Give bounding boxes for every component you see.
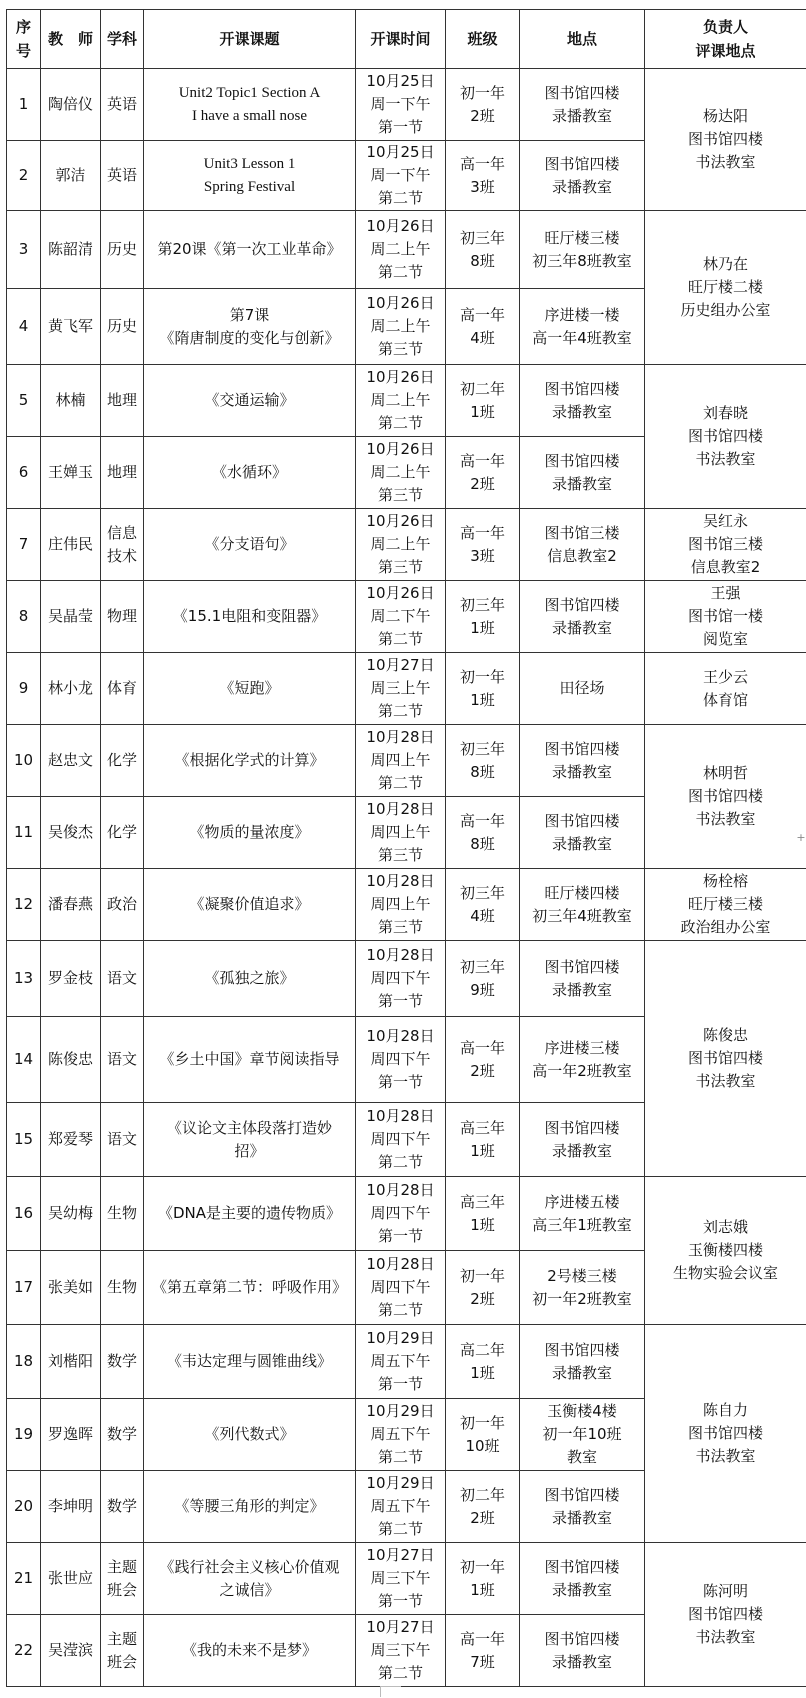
cell-time: 10月29日 周五下午 第一节	[356, 1325, 446, 1399]
cell-teacher: 李坤明	[41, 1471, 101, 1543]
cell-class: 高一年 4班	[446, 289, 520, 365]
cell-no: 16	[7, 1177, 41, 1251]
cell-subject: 历史	[101, 211, 144, 289]
cell-class: 高一年 3班	[446, 141, 520, 211]
cell-no: 21	[7, 1543, 41, 1615]
cell-topic: 第20课《第一次工业革命》	[144, 211, 356, 289]
cell-topic: 《交通运输》	[144, 365, 356, 437]
cell-subject: 信息 技术	[101, 509, 144, 581]
cell-no: 22	[7, 1615, 41, 1687]
cell-topic: 《列代数式》	[144, 1399, 356, 1471]
cell-class: 初二年 1班	[446, 365, 520, 437]
cell-subject: 数学	[101, 1325, 144, 1399]
cell-place: 序进楼一楼 高一年4班教室	[520, 289, 645, 365]
cell-topic: Unit2 Topic1 Section A I have a small nose	[144, 69, 356, 141]
cell-place: 序进楼三楼 高一年2班教室	[520, 1017, 645, 1103]
cell-no: 2	[7, 141, 41, 211]
cell-no: 7	[7, 509, 41, 581]
cell-reviewer: 陈河明 图书馆四楼 书法教室	[645, 1543, 806, 1687]
cell-class: 高三年 1班	[446, 1177, 520, 1251]
cell-reviewer: 刘春晓 图书馆四楼 书法教室	[645, 365, 806, 509]
cell-topic: 《践行社会主义核心价值观 之诚信》	[144, 1543, 356, 1615]
header-class: 班级	[446, 10, 520, 69]
cell-time: 10月29日 周五下午 第二节	[356, 1471, 446, 1543]
header-reviewer: 负责人 评课地点	[645, 10, 806, 69]
cell-teacher: 赵忠文	[41, 725, 101, 797]
cell-class: 初三年 8班	[446, 725, 520, 797]
cell-subject: 语文	[101, 1103, 144, 1177]
page-corner-mark	[380, 1686, 401, 1697]
cell-class: 初三年 4班	[446, 869, 520, 941]
cell-place: 图书馆四楼 录播教室	[520, 1543, 645, 1615]
cell-place: 图书馆四楼 录播教室	[520, 1325, 645, 1399]
header-place: 地点	[520, 10, 645, 69]
table-row	[7, 653, 806, 725]
cell-teacher: 吴滢滨	[41, 1615, 101, 1687]
schedule-table	[6, 9, 806, 1687]
cell-teacher: 郑爱琴	[41, 1103, 101, 1177]
cell-class: 初三年 8班	[446, 211, 520, 289]
cell-time: 10月28日 周四下午 第一节	[356, 1017, 446, 1103]
cell-place: 田径场	[520, 653, 645, 725]
cell-place: 序进楼五楼 高三年1班教室	[520, 1177, 645, 1251]
table-row	[7, 1543, 806, 1615]
cell-place: 图书馆四楼 录播教室	[520, 1103, 645, 1177]
cell-reviewer: 王强 图书馆一楼 阅览室	[645, 581, 806, 653]
cell-class: 初一年 10班	[446, 1399, 520, 1471]
cell-subject: 数学	[101, 1399, 144, 1471]
cell-teacher: 林楠	[41, 365, 101, 437]
header-no: 序 号	[7, 10, 41, 69]
cell-place: 图书馆四楼 录播教室	[520, 69, 645, 141]
cell-class: 初三年 1班	[446, 581, 520, 653]
cell-no: 10	[7, 725, 41, 797]
schedule-sheet	[6, 9, 806, 1691]
table-row	[7, 211, 806, 289]
cell-subject: 语文	[101, 941, 144, 1017]
cell-class: 高一年 2班	[446, 1017, 520, 1103]
cell-place: 玉衡楼4楼 初一年10班 教室	[520, 1399, 645, 1471]
cell-no: 20	[7, 1471, 41, 1543]
cell-subject: 政治	[101, 869, 144, 941]
cell-time: 10月26日 周二上午 第三节	[356, 289, 446, 365]
cell-time: 10月28日 周四上午 第三节	[356, 797, 446, 869]
cell-no: 18	[7, 1325, 41, 1399]
cell-time: 10月29日 周五下午 第二节	[356, 1399, 446, 1471]
cell-subject: 主题 班会	[101, 1543, 144, 1615]
cell-place: 图书馆四楼 录播教室	[520, 581, 645, 653]
cell-subject: 历史	[101, 289, 144, 365]
header-topic: 开课课题	[144, 10, 356, 69]
cell-teacher: 张世应	[41, 1543, 101, 1615]
cell-no: 8	[7, 581, 41, 653]
cell-place: 图书馆四楼 录播教室	[520, 725, 645, 797]
cell-place: 旺厅楼四楼 初三年4班教室	[520, 869, 645, 941]
cell-subject: 化学	[101, 797, 144, 869]
cell-reviewer: 杨栓榕 旺厅楼三楼 政治组办公室	[645, 869, 806, 941]
cell-no: 9	[7, 653, 41, 725]
cell-subject: 地理	[101, 437, 144, 509]
cell-place: 图书馆四楼 录播教室	[520, 141, 645, 211]
cell-topic: Unit3 Lesson 1 Spring Festival	[144, 141, 356, 211]
cell-no: 15	[7, 1103, 41, 1177]
cell-class: 初三年 9班	[446, 941, 520, 1017]
cell-subject: 生物	[101, 1251, 144, 1325]
cell-subject: 主题 班会	[101, 1615, 144, 1687]
cell-topic: 《乡土中国》章节阅读指导	[144, 1017, 356, 1103]
cell-reviewer: 吴红永 图书馆三楼 信息教室2	[645, 509, 806, 581]
cell-reviewer: 林明哲 图书馆四楼 书法教室	[645, 725, 806, 869]
cell-subject: 语文	[101, 1017, 144, 1103]
cell-time: 10月28日 周四上午 第三节	[356, 869, 446, 941]
cell-time: 10月25日 周一下午 第二节	[356, 141, 446, 211]
cell-topic: 《凝聚价值追求》	[144, 869, 356, 941]
cell-reviewer: 杨达阳 图书馆四楼 书法教室	[645, 69, 806, 211]
cell-teacher: 吴晶莹	[41, 581, 101, 653]
cell-time: 10月27日 周三上午 第二节	[356, 653, 446, 725]
cell-teacher: 黄飞军	[41, 289, 101, 365]
cell-time: 10月28日 周四下午 第一节	[356, 941, 446, 1017]
cell-class: 初一年 2班	[446, 1251, 520, 1325]
cell-subject: 数学	[101, 1471, 144, 1543]
cell-teacher: 吴幼梅	[41, 1177, 101, 1251]
cell-topic: 《水循环》	[144, 437, 356, 509]
cell-time: 10月28日 周四下午 第二节	[356, 1103, 446, 1177]
table-row	[7, 1325, 806, 1399]
cell-no: 11	[7, 797, 41, 869]
cell-topic: 《韦达定理与圆锥曲线》	[144, 1325, 356, 1399]
cell-teacher: 陶倍仪	[41, 69, 101, 141]
cell-no: 5	[7, 365, 41, 437]
cell-class: 高一年 7班	[446, 1615, 520, 1687]
cell-teacher: 罗金枝	[41, 941, 101, 1017]
cell-no: 3	[7, 211, 41, 289]
cell-place: 图书馆四楼 录播教室	[520, 941, 645, 1017]
cell-no: 19	[7, 1399, 41, 1471]
cell-time: 10月26日 周二下午 第二节	[356, 581, 446, 653]
cell-teacher: 林小龙	[41, 653, 101, 725]
cell-place: 2号楼三楼 初一年2班教室	[520, 1251, 645, 1325]
cell-topic: 《分支语句》	[144, 509, 356, 581]
cell-no: 13	[7, 941, 41, 1017]
cell-subject: 地理	[101, 365, 144, 437]
table-row	[7, 509, 806, 581]
cell-class: 高一年 2班	[446, 437, 520, 509]
cell-time: 10月25日 周一下午 第一节	[356, 69, 446, 141]
cell-place: 图书馆三楼 信息教室2	[520, 509, 645, 581]
cell-class: 初一年 2班	[446, 69, 520, 141]
cell-class: 高一年 3班	[446, 509, 520, 581]
cell-place: 图书馆四楼 录播教室	[520, 437, 645, 509]
cell-class: 初二年 2班	[446, 1471, 520, 1543]
cell-subject: 物理	[101, 581, 144, 653]
cell-class: 高一年 8班	[446, 797, 520, 869]
header-row	[7, 10, 806, 69]
cell-time: 10月28日 周四下午 第一节	[356, 1177, 446, 1251]
cell-time: 10月27日 周三下午 第二节	[356, 1615, 446, 1687]
cell-reviewer: 陈自力 图书馆四楼 书法教室	[645, 1325, 806, 1543]
cell-teacher: 吴俊杰	[41, 797, 101, 869]
header-subject: 学科	[101, 10, 144, 69]
table-row	[7, 725, 806, 797]
cell-subject: 体育	[101, 653, 144, 725]
cell-topic: 《短跑》	[144, 653, 356, 725]
cell-no: 14	[7, 1017, 41, 1103]
cell-class: 高三年 1班	[446, 1103, 520, 1177]
cell-reviewer: 陈俊忠 图书馆四楼 书法教室	[645, 941, 806, 1177]
cell-place: 图书馆四楼 录播教室	[520, 365, 645, 437]
cell-topic: 《物质的量浓度》	[144, 797, 356, 869]
cell-no: 4	[7, 289, 41, 365]
cell-time: 10月28日 周四上午 第二节	[356, 725, 446, 797]
cell-time: 10月28日 周四下午 第二节	[356, 1251, 446, 1325]
cell-no: 6	[7, 437, 41, 509]
header-time: 开课时间	[356, 10, 446, 69]
cell-place: 图书馆四楼 录播教室	[520, 1615, 645, 1687]
cell-time: 10月26日 周二上午 第二节	[356, 211, 446, 289]
cell-teacher: 郭洁	[41, 141, 101, 211]
table-row	[7, 869, 806, 941]
cell-teacher: 刘楷阳	[41, 1325, 101, 1399]
cell-topic: 《根据化学式的计算》	[144, 725, 356, 797]
cell-reviewer: 刘志娥 玉衡楼四楼 生物实验会议室	[645, 1177, 806, 1325]
cell-time: 10月26日 周二上午 第三节	[356, 437, 446, 509]
cell-teacher: 庄伟民	[41, 509, 101, 581]
cell-class: 初一年 1班	[446, 1543, 520, 1615]
table-row	[7, 365, 806, 437]
cell-teacher: 罗逸晖	[41, 1399, 101, 1471]
cell-topic: 《孤独之旅》	[144, 941, 356, 1017]
cell-topic: 第7课 《隋唐制度的变化与创新》	[144, 289, 356, 365]
table-row	[7, 941, 806, 1017]
cell-topic: 《我的未来不是梦》	[144, 1615, 356, 1687]
cell-class: 高二年 1班	[446, 1325, 520, 1399]
cell-place: 旺厅楼三楼 初三年8班教室	[520, 211, 645, 289]
table-row	[7, 581, 806, 653]
cell-subject: 英语	[101, 141, 144, 211]
cell-place: 图书馆四楼 录播教室	[520, 1471, 645, 1543]
cell-place: 图书馆四楼 录播教室	[520, 797, 645, 869]
cell-reviewer: 林乃在 旺厅楼二楼 历史组办公室	[645, 211, 806, 365]
table-row	[7, 69, 806, 141]
cell-reviewer: 王少云 体育馆	[645, 653, 806, 725]
cell-subject: 化学	[101, 725, 144, 797]
cell-subject: 生物	[101, 1177, 144, 1251]
cell-teacher: 潘春燕	[41, 869, 101, 941]
cell-no: 12	[7, 869, 41, 941]
cell-teacher: 张美如	[41, 1251, 101, 1325]
cell-subject: 英语	[101, 69, 144, 141]
cell-teacher: 王婵玉	[41, 437, 101, 509]
cell-no: 17	[7, 1251, 41, 1325]
cell-topic: 《议论文主体段落打造妙 招》	[144, 1103, 356, 1177]
edge-marker: +	[796, 831, 806, 844]
cell-time: 10月26日 周二上午 第二节	[356, 365, 446, 437]
cell-teacher: 陈俊忠	[41, 1017, 101, 1103]
cell-time: 10月26日 周二上午 第三节	[356, 509, 446, 581]
cell-topic: 《等腰三角形的判定》	[144, 1471, 356, 1543]
cell-no: 1	[7, 69, 41, 141]
cell-time: 10月27日 周三下午 第一节	[356, 1543, 446, 1615]
cell-teacher: 陈韶清	[41, 211, 101, 289]
table-row	[7, 1177, 806, 1251]
header-teacher: 教 师	[41, 10, 101, 69]
cell-topic: 《15.1电阻和变阻器》	[144, 581, 356, 653]
cell-class: 初一年 1班	[446, 653, 520, 725]
cell-topic: 《第五章第二节：呼吸作用》	[144, 1251, 356, 1325]
cell-topic: 《DNA是主要的遗传物质》	[144, 1177, 356, 1251]
